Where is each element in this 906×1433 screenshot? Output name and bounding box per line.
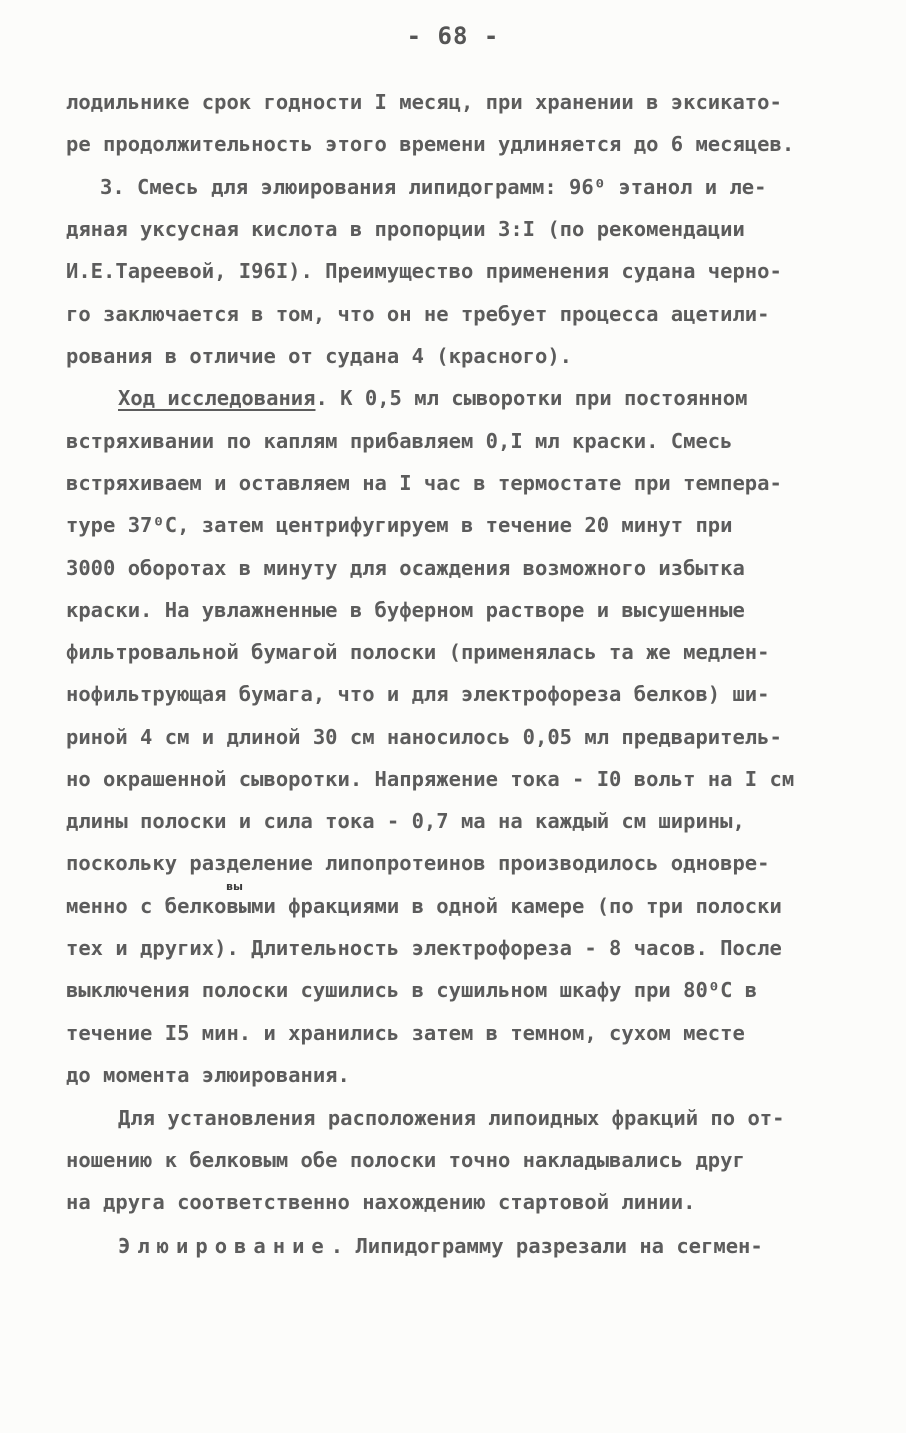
text-fragment: . К 0,5 мл сыворотки при постоянном [315, 386, 748, 410]
page-number: - 68 - [406, 22, 500, 50]
text-line: го заключается в том, что он не требует процесса ацетили- [66, 302, 770, 326]
text-line: риной 4 см и длиной 30 см наносилось 0,05 мл предваритель- [66, 725, 782, 749]
text-line: ношению к белковым обе полоски точно накладывались друг [66, 1148, 745, 1172]
text-line: до момента элюирования. [66, 1063, 350, 1087]
text-line: выключения полоски сушились в сушильном шкафу при 80⁰С в [66, 978, 758, 1002]
text-line: И.Е.Тареевой, I96I). Преимущество применения судана черно- [66, 259, 782, 283]
text-line [118, 388, 747, 409]
text-line: поскольку разделение липопротеинов производилось одновре- [66, 851, 770, 875]
text-line: встряхиваем и оставляем на I час в термостате при темпера- [66, 471, 782, 495]
text-line: фильтровальной бумагой полоски (применялась та же медлен- [66, 640, 770, 664]
text-line: менно с белковыми фракциями в одной камере (по три полоски [66, 894, 782, 918]
text-line: но окрашенной сыворотки. Напряжение тока - I0 вольт на I см [66, 767, 795, 791]
text-line: туре 37⁰С, затем центрифугируем в течение 20 минут при [66, 513, 733, 537]
spaced-term: Элюирование [118, 1234, 331, 1258]
text-line: рования в отличие от судана 4 (красного). [66, 344, 573, 368]
text-line: длины полоски и сила тока - 0,7 ма на каждый см ширины, [66, 809, 745, 833]
text-line: дяная уксусная кислота в пропорции 3:I (по рекомендации [66, 217, 745, 241]
section-heading: Ход исследования [118, 386, 316, 410]
text-line: тех и других). Длительность электрофореза - 8 часов. После [66, 936, 782, 960]
text-line: краски. На увлажненные в буферном растворе и высушенные [66, 598, 745, 622]
text-line: лодильнике срок годности I месяц, при хранении в эксикато- [66, 90, 782, 114]
text-line: встряхивании по каплям прибавляем 0,I мл краски. Смесь [66, 429, 733, 453]
text-line: ре продолжительность этого времени удлиняется до 6 месяцев. [66, 132, 795, 156]
text-line: нофильтрующая бумага, что и для электрофореза белков) ши- [66, 682, 770, 706]
text-line: на друга соответственно нахождению стартовой линии. [66, 1190, 696, 1214]
text-line [118, 1236, 763, 1257]
text-line: 3000 оборотах в минуту для осаждения возможного избытка [66, 556, 745, 580]
text-fragment: . Липидограмму разрезали на сегмен- [330, 1234, 763, 1258]
text-line: 3. Смесь для элюирования липидограмм: 96⁰ этанол и ле- [100, 175, 767, 199]
handwritten-correction: вы [226, 880, 243, 893]
text-line: течение I5 мин. и хранились затем в темном, сухом месте [66, 1021, 745, 1045]
text-line: Для установления расположения липоидных фракций по от- [118, 1106, 785, 1130]
